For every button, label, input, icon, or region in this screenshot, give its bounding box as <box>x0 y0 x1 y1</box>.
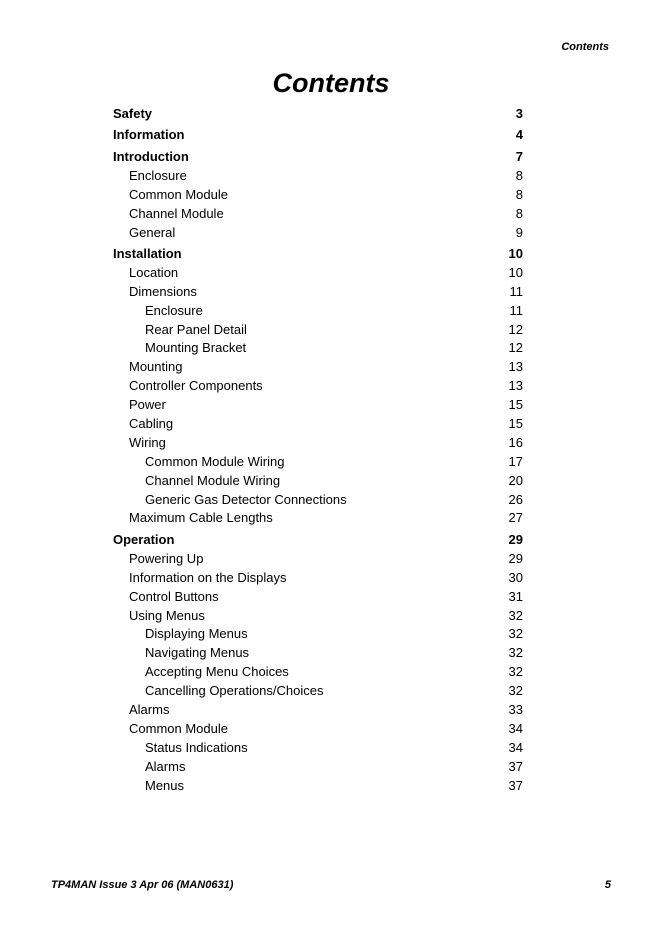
toc-entry-title: Powering Up <box>129 550 204 566</box>
toc-entry-page: 30 <box>508 569 523 585</box>
toc-entry[interactable] <box>113 126 523 145</box>
toc-entry-title: Installation <box>113 246 182 262</box>
toc-entry-title: Cancelling Operations/Choices <box>145 683 324 699</box>
toc-entry-title: Navigating Menus <box>145 645 250 661</box>
toc-entry[interactable] <box>113 167 523 186</box>
toc-entry-page: 32 <box>508 607 523 623</box>
toc-entry-page: 29 <box>508 550 523 566</box>
toc-entry-page: 8 <box>515 205 523 221</box>
toc-entry[interactable] <box>113 569 523 588</box>
toc-entry[interactable] <box>113 321 523 340</box>
toc-entry-title: Displaying Menus <box>145 626 248 642</box>
toc-entry[interactable] <box>113 283 523 302</box>
toc-entry[interactable] <box>113 105 523 124</box>
toc-entry[interactable] <box>113 739 523 758</box>
toc-entry[interactable] <box>113 607 523 626</box>
toc-entry-page: 10 <box>508 264 523 280</box>
toc-entry-page: 7 <box>515 148 523 164</box>
toc-entry-page: 8 <box>515 167 523 183</box>
toc-entry[interactable] <box>113 550 523 569</box>
toc-entry[interactable] <box>113 758 523 777</box>
toc-entry-title: Control Buttons <box>129 588 219 604</box>
toc-entry[interactable] <box>113 148 523 167</box>
toc-entry-title: Maximum Cable Lengths <box>129 510 273 526</box>
toc-entry[interactable] <box>113 453 523 472</box>
toc-entry-title: Information on the Displays <box>129 569 287 585</box>
toc-entry-page: 3 <box>515 106 523 121</box>
toc-entry-page: 33 <box>508 701 523 717</box>
toc-entry[interactable] <box>113 186 523 205</box>
toc-entry-title: Power <box>129 397 166 413</box>
toc-entry-page: 11 <box>509 302 523 318</box>
toc-entry[interactable] <box>113 434 523 453</box>
toc-entry-title: Menus <box>145 777 185 793</box>
toc-entry-title: Common Module Wiring <box>145 453 285 469</box>
toc-entry[interactable] <box>113 625 523 644</box>
toc-entry[interactable] <box>113 205 523 224</box>
toc-entry[interactable] <box>113 415 523 434</box>
toc-entry[interactable] <box>113 663 523 682</box>
toc-entry-title: Enclosure <box>129 167 187 183</box>
toc-entry-title: Common Module <box>129 720 228 736</box>
toc-entry-page: 32 <box>508 645 523 661</box>
toc-entry-page: 11 <box>509 283 523 299</box>
toc-entry[interactable] <box>113 396 523 415</box>
toc-entry[interactable] <box>113 358 523 377</box>
toc-entry[interactable] <box>113 377 523 396</box>
toc-entry-page: 4 <box>515 127 523 143</box>
toc-entry[interactable] <box>113 644 523 663</box>
toc-entry-page: 37 <box>508 758 523 774</box>
toc-entry-title: Operation <box>113 531 175 547</box>
toc-entry-page: 34 <box>508 739 523 755</box>
toc-entry-page: 16 <box>508 434 523 450</box>
toc-entry-page: 32 <box>508 683 523 699</box>
toc-entry[interactable] <box>113 777 523 796</box>
toc-entry-title: General <box>129 224 176 240</box>
toc-entry-page: 31 <box>508 588 523 604</box>
toc-entry-page: 15 <box>508 397 523 413</box>
table-of-contents <box>113 105 523 795</box>
toc-entry-title: Channel Module Wiring <box>145 472 281 488</box>
toc-entry-title: Dimensions <box>129 283 197 299</box>
toc-entry-title: Location <box>129 264 179 280</box>
toc-entry-page: 34 <box>508 720 523 736</box>
toc-entry[interactable] <box>113 339 523 358</box>
toc-entry-page: 27 <box>508 510 523 526</box>
toc-entry[interactable] <box>113 682 523 701</box>
toc-entry-title: Cabling <box>129 416 174 432</box>
toc-entry[interactable] <box>113 472 523 491</box>
toc-entry-page: 8 <box>515 186 523 202</box>
toc-entry-title: Introduction <box>113 148 189 164</box>
toc-entry-title: Alarms <box>145 758 186 774</box>
toc-entry[interactable] <box>113 224 523 243</box>
toc-entry-title: Information <box>113 127 185 143</box>
running-header: Contents <box>561 41 609 53</box>
toc-entry-title: Channel Module <box>129 205 224 221</box>
toc-entry[interactable] <box>113 491 523 510</box>
toc-entry[interactable] <box>113 701 523 720</box>
toc-entry-page: 20 <box>508 472 523 488</box>
toc-entry-title: Status Indications <box>145 739 248 755</box>
toc-entry-title: Alarms <box>129 701 170 717</box>
toc-entry-title: Mounting <box>129 359 183 375</box>
toc-entry-page: 13 <box>508 359 523 375</box>
toc-entry-title: Enclosure <box>145 302 203 318</box>
toc-entry-page: 37 <box>508 777 523 793</box>
toc-entry-page: 10 <box>508 246 523 262</box>
toc-entry-page: 12 <box>508 340 523 356</box>
toc-entry[interactable] <box>113 302 523 321</box>
footer-doc-ref: TP4MAN Issue 3 Apr 06 (MAN0631) <box>51 879 234 891</box>
toc-entry-title: Wiring <box>129 434 166 450</box>
toc-entry-page: 32 <box>508 664 523 680</box>
toc-entry-title: Rear Panel Detail <box>145 321 247 337</box>
page-title: Contents <box>272 68 390 98</box>
toc-entry-title: Generic Gas Detector Connections <box>145 491 347 507</box>
toc-entry-title: Accepting Menu Choices <box>145 664 289 680</box>
toc-entry-page: 13 <box>508 378 523 394</box>
toc-entry-page: 29 <box>508 531 523 547</box>
toc-entry[interactable] <box>113 720 523 739</box>
toc-entry-title: Mounting Bracket <box>145 340 247 356</box>
toc-entry-title: Using Menus <box>129 607 205 623</box>
toc-entry[interactable] <box>113 531 523 550</box>
toc-entry-page: 12 <box>508 321 523 337</box>
toc-entry[interactable] <box>113 588 523 607</box>
toc-entry[interactable] <box>113 509 523 528</box>
toc-entry-page: 9 <box>515 224 523 240</box>
footer-page-number: 5 <box>604 879 611 891</box>
toc-entry-title: Controller Components <box>129 378 263 394</box>
toc-entry-title: Safety <box>113 106 153 121</box>
toc-entry[interactable] <box>113 245 523 264</box>
toc-entry-title: Common Module <box>129 186 228 202</box>
toc-entry-page: 26 <box>508 491 523 507</box>
toc-entry-page: 32 <box>508 626 523 642</box>
toc-entry-page: 17 <box>508 453 523 469</box>
toc-entry[interactable] <box>113 264 523 283</box>
toc-entry-page: 15 <box>508 416 523 432</box>
